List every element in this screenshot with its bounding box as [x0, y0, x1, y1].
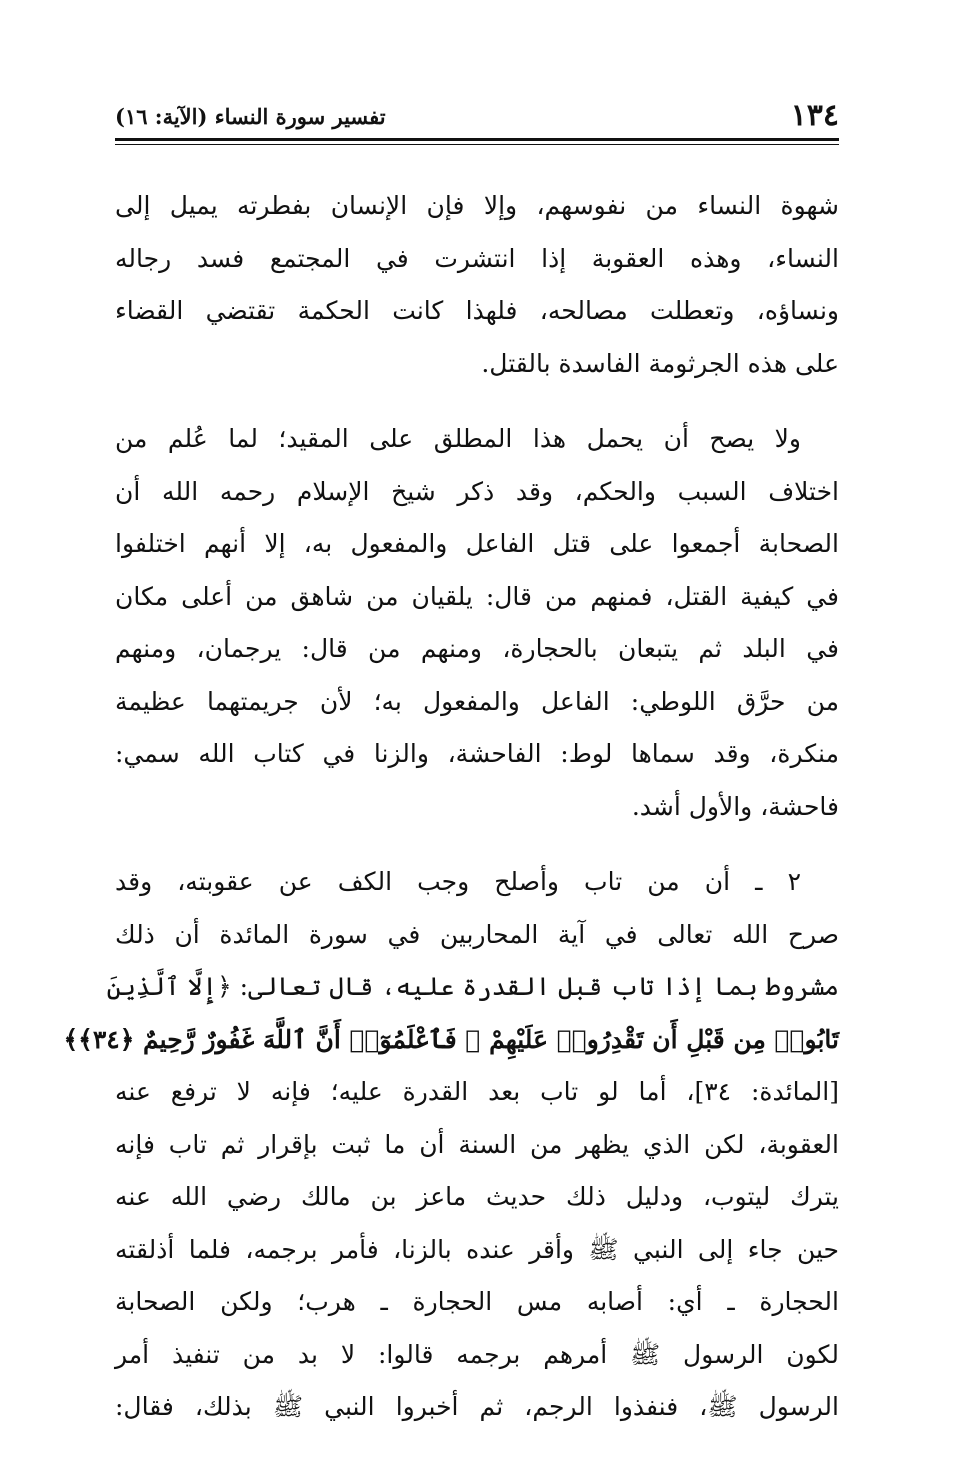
text-line: في البلد ثم يتبعان بالحجارة، ومنهم من قال: يرجمان، ومنهم [115, 634, 839, 663]
page-header [115, 96, 839, 136]
text-line: حين جاء إلى النبي ﷺ وأقر عنده بالزنا، فأمر برجمه، فلما أذلقته [115, 1234, 839, 1264]
text-line: ولا يصح أن يحمل هذا المطلق على المقيد؛ لما عُلم من [115, 424, 801, 453]
header-rule-thick [115, 138, 839, 141]
paragraph-3 [63, 856, 840, 1434]
text-line: في كيفية القتل، فمنهم من قال: يلقيان من شاهق من أعلى مكان [115, 581, 839, 611]
quran-verse-line: تَابُوا۟ مِن قَبْلِ أَن تَقْدِرُوا۟ عَلَيْهِمْ ۖ فَٱعْلَمُوٓا۟ أَنَّ ٱللَّهَ غَفُورٌ رَّحِيمٌ ﴿٣٤﴾﴾ [63, 1024, 839, 1054]
text-line: منكرة، وقد سماها لوط: الفاحشة، والزنا في كتاب الله سمي: [115, 739, 839, 768]
text-line: من حرَّق اللوطي: الفاعل والمفعول به؛ لأن جريمتهما عظيمة [115, 686, 839, 716]
text-line: شهوة النساء من نفوسهم، وإلا فإن الإنسان بفطرته يميل إلى [115, 191, 839, 220]
header-rule-thin [115, 144, 839, 145]
text-line: يترك ليتوب، ودليل ذلك حديث ماعز بن مالك رضي الله عنه [115, 1182, 839, 1211]
text-line: على هذه الجرثومة الفاسدة بالقتل. [481, 348, 839, 378]
text-line: الحجارة ـ أي: أصابه مس الحجارة ـ هرب؛ ولكن الصحابة [115, 1287, 839, 1316]
text-line: ونساؤه، وتعطلت مصالحه، فلهذا كانت الحكمة تقتضي القضاء [115, 296, 839, 325]
paragraph-1 [115, 180, 839, 390]
body-text [63, 180, 840, 1457]
text-line: صرح الله تعالى في آية المحاربين في سورة المائدة أن ذلك [115, 919, 839, 949]
text-line: لكون الرسول ﷺ أمرهم برجمه قالوا: لا بد من تنفيذ أمر [115, 1339, 839, 1369]
text-line: ٢ ـ أن من تاب وأصلح وجب الكف عن عقوبته، وقد [115, 867, 801, 896]
running-title: تفسير سورة النساء (الآية: ١٦) [115, 104, 386, 129]
text-line: اختلاف السبب والحكم، وقد ذكر شيخ الإسلام رحمه الله أن [115, 476, 839, 506]
page-number: ١٣٤ [790, 98, 839, 133]
text-line: العقوبة، لكن الذي يظهر من السنة أن ما ثبت بإقرار ثم تاب فإنه [115, 1129, 839, 1159]
paragraph-2 [115, 413, 839, 833]
text-line: الصحابة أجمعوا على قتل الفاعل والمفعول به، إلا أنهم اختلفوا [115, 529, 839, 558]
text-line: [المائدة: ٣٤]، أما لو تاب بعد القدرة عليه؛ فإنه لا ترفع عنه [115, 1077, 840, 1106]
text-line: النساء، وهذه العقوبة إذا انتشرت في المجتمع فسد رجاله [115, 243, 839, 273]
text-line: الرسول ﷺ، فنفذوا الرجم، ثم أخبروا النبي ﷺ بذلك، فقال: [115, 1392, 839, 1421]
text-line: مشروط بما إذا تاب قبل القدرة عليه، قال تعالى: ﴿إِلَّا ٱلَّذِينَ [106, 972, 839, 1001]
text-line: فاحشة، والأول أشد. [631, 791, 839, 821]
